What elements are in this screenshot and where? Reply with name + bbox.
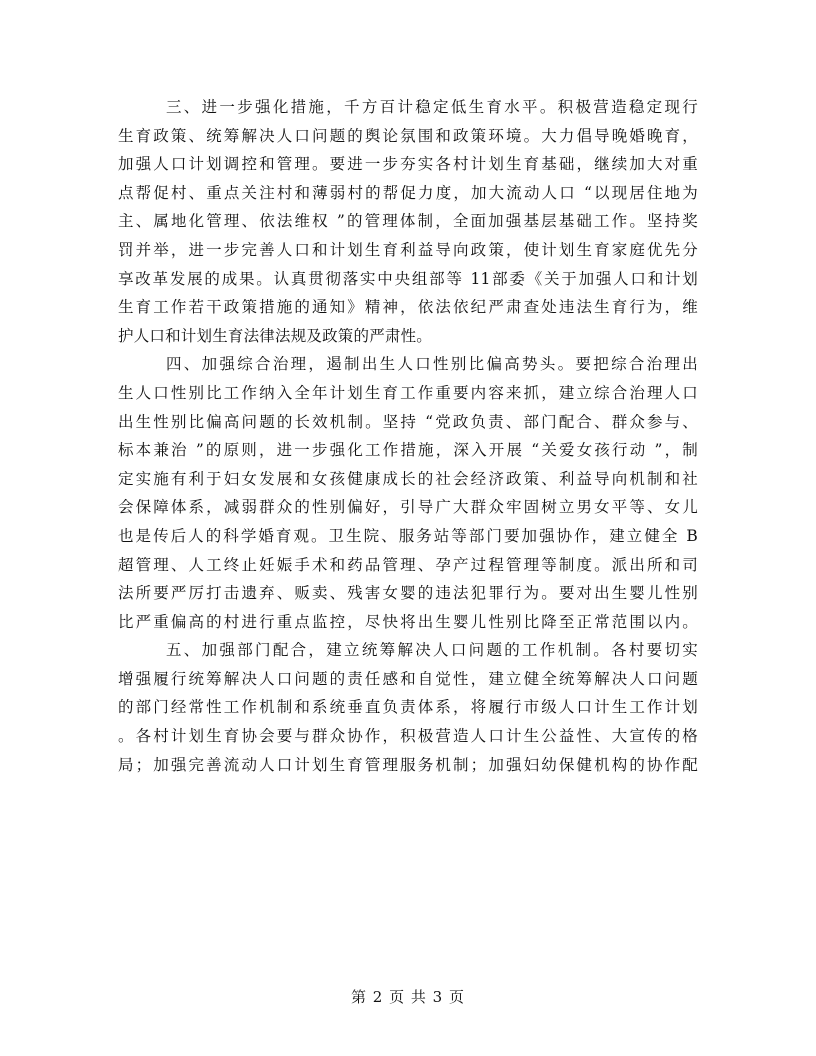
text-line: 标本兼治 ”的原则，进一步强化工作措施，深入开展 “关爱女孩行动 ”，制 (118, 441, 698, 460)
text-line: 也是传后人的科学婚育观。卫生院、服务站等部门要加强协作，建立健全 B (118, 526, 698, 545)
text-line: 生育政策、统筹解决人口问题的舆论氛围和政策环境。大力倡导晚婚晚育， (118, 126, 698, 145)
text-line: 享改革发展的成果。认真贯彻落实中央组部等 11部委《关于加强人口和计划 (118, 269, 698, 288)
text-line: 点帮促村、重点关注村和薄弱村的帮促力度，加大流动人口 “以现居住地为 (118, 183, 698, 202)
text-line: 会保障体系，减弱群众的性别偏好，引导广大群众牢固树立男女平等、女儿 (118, 498, 698, 517)
text-line: 法所要严厉打击遗弃、贩卖、残害女婴的违法犯罪行为。要对出生婴儿性别 (118, 584, 698, 603)
text-line: 出生性别比偏高问题的长效机制。坚持 “党政负责、部门配合、群众参与、 (118, 412, 698, 431)
text-line: 护人口和计划生育法律法规及政策的严肃性。 (118, 326, 433, 345)
text-line: 。各村计划生育协会要与群众协作，积极营造人口计生公益性、大宣传的格 (118, 727, 698, 746)
text-line: 五、加强部门配合，建立统筹解决人口问题的工作机制。各村要切实 (166, 641, 698, 660)
text-line: 加强人口计划调控和管理。要进一步夯实各村计划生育基础，继续加大对重 (118, 155, 698, 174)
paragraph-3 (118, 93, 698, 350)
text-line: 超管理、人工终止妊娠手术和药品管理、孕产过程管理等制度。派出所和司 (118, 555, 698, 574)
text-line: 生人口性别比工作纳入全年计划生育工作重要内容来抓，建立综合治理人口 (118, 383, 698, 402)
text-line: 主、属地化管理、依法维权 ”的管理体制，全面加强基层基础工作。坚持奖 (118, 212, 698, 231)
text-line: 三、进一步强化措施，千方百计稳定低生育水平。积极营造稳定现行 (166, 98, 698, 116)
document-body (118, 93, 698, 779)
text-line: 四、加强综合治理，遏制出生人口性别比偏高势头。要把综合治理出 (166, 355, 698, 374)
text-line: 定实施有利于妇女发展和女孩健康成长的社会经济政策、利益导向机制和社 (118, 469, 698, 488)
text-line: 局；加强完善流动人口计划生育管理服务机制；加强妇幼保健机构的协作配 (118, 755, 698, 774)
page-footer: 第 2 页 共 3 页 (351, 988, 465, 1006)
text-line: 生育工作若干政策措施的通知》精神，依法依纪严肃查处违法生育行为，维 (118, 298, 698, 317)
paragraph-4 (118, 350, 698, 636)
text-line: 罚并举，进一步完善人口和计划生育利益导向政策，使计划生育家庭优先分 (118, 240, 698, 259)
text-line: 的部门经常性工作机制和系统垂直负责体系，将履行市级人口计生工作计划 (118, 698, 698, 717)
text-line: 增强履行统筹解决人口问题的责任感和自觉性，建立健全统筹解决人口问题 (118, 669, 698, 688)
text-line: 比严重偏高的村进行重点监控，尽快将出生婴儿性别比降至正常范围以内。 (118, 612, 698, 631)
paragraph-5 (118, 636, 698, 779)
